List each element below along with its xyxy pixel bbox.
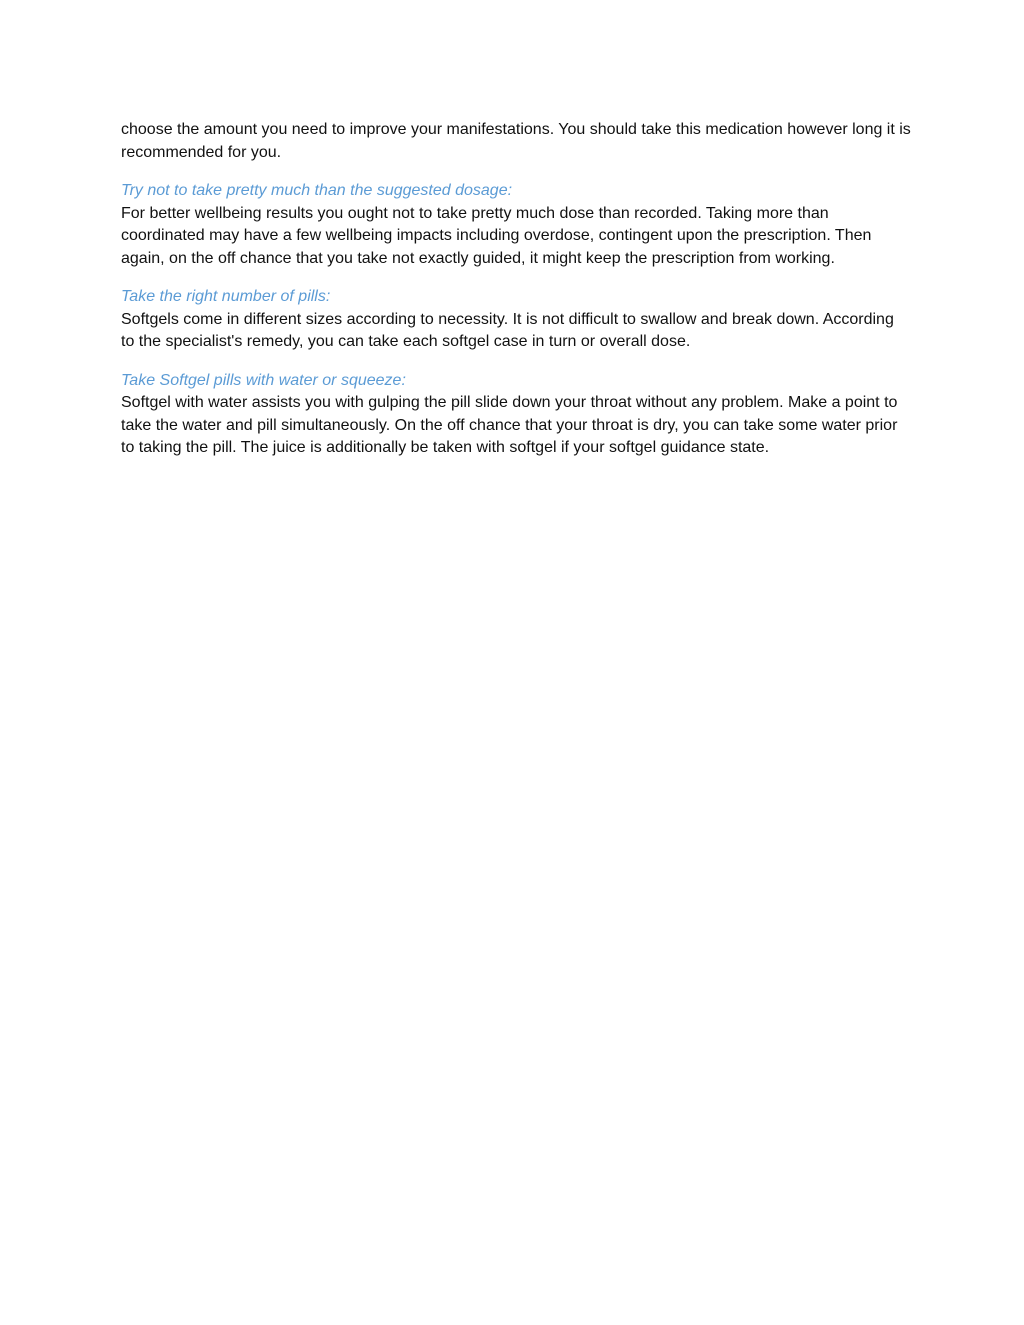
section-heading-water: Take Softgel pills with water or squeeze:: [121, 371, 406, 389]
section-body-dosage: For better wellbeing results you ought not to take pretty much dose than recorded. Taking more than coordinated may have a few wellbeing impacts including overdose, contingent upon the prescription. Then again, on the off chance that you take not exactly guided, it might keep the prescription from working.: [121, 204, 872, 267]
section-heading-pill-count: Take the right number of pills:: [121, 288, 331, 305]
section-heading-dosage: Try not to take pretty much than the suggested dosage:: [121, 182, 513, 199]
section-body-water: Softgel with water assists you with gulping the pill slide down your throat without any problem. Make a point to take the water and pill simultaneously. On the off chance that your throat is dry, you can take some water prior to taking the pill. The juice is additionally be taken with softgel if your softgel guidance state.: [121, 394, 898, 456]
intro-paragraph: choose the amount you need to improve your manifestations. You should take this medication however long it is recommended for you.: [121, 121, 911, 161]
document-content: [121, 119, 911, 460]
section-body-pill-count: Softgels come in different sizes according to necessity. It is not difficult to swallow and break down. According to the specialist's remedy, you can take each softgel case in turn or overall dose.: [121, 310, 894, 350]
